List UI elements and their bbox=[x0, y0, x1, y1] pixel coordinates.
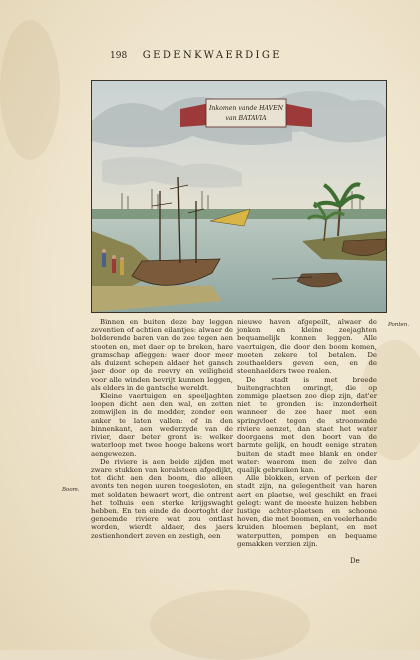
text-column-right bbox=[237, 318, 377, 548]
paragraph: Alle blokken, erven of perken der stadt zijn, na gelegentheit van haren aert en plaetse, wel geschikt en fraei gelegt: want de meeste huizen hebben lustige achter-plaetsen en schoone hoven, die met boomen, en veelerhande kruiden bloemen beplant, en met waterputten, pompen en bequame gemakken verzien zijn. bbox=[237, 474, 377, 548]
banner-line-2: van BATAVIA bbox=[225, 115, 267, 122]
harbor-engraving bbox=[92, 81, 386, 312]
paper-stain bbox=[0, 20, 60, 160]
paragraph: nieuwe haven afgepeilt, alwaer de jonken en kleine zeejaghten bequamelijk konnen leggen. Alle vaertuigen, die door den boom komen, moeten zekere tol betalen. De zouthaelders geven een, en de steenhaelders twee realen. bbox=[237, 318, 377, 376]
banner-line-1: Inkomen vande HAVEN bbox=[208, 105, 284, 112]
text-column-left bbox=[91, 318, 233, 540]
page-number: 198 bbox=[110, 51, 128, 61]
paragraph: Kleine vaertuigen en speeljaghten loopen dicht aen den wal, en zetten zomwijlen in de modder, zonder een anker te laten vallen: of in den binnenkant, aen wederzyde van de rivier, daer beter gront is: welker waterloop met twee hooge bakens wort aengewezen. bbox=[91, 391, 233, 458]
running-header bbox=[110, 50, 410, 61]
paragraph: De stadt is met breede buitengrachten omringt, die op zommige plaetsen zoo diep zijn, dat'er niet te gronden is: inzonderheit wanneer de zee haer met een springvloet tegen de stroomende riviere aenzet, dan staet het water doorgaens met den boort van de barmte gelijk, en houdt eenige straten buiten de stadt mee blank en onder water: waerom men de zelve dan qualijk gebruiken kan. bbox=[237, 375, 377, 474]
engraving-plate bbox=[91, 80, 387, 313]
margin-note-right: Ponten. bbox=[388, 322, 410, 328]
catchword: De bbox=[350, 557, 360, 565]
margin-note-left: Boom. bbox=[62, 487, 80, 493]
running-title: GEDENKWAERDIGE bbox=[142, 50, 282, 61]
paragraph: Binnen en buiten deze bay leggen zeventien of achtien eilantjes: alwaer de bolderende baren van de zee tegen aen stooten en, met daer op te breken, hare gramschap afleggen: waer door meer als duizent schepen aldaer het gansch jaer door op de reevry en veiligheid voor alle winden bevrijt kunnen leggen, als elders in de gantsche wereldt. bbox=[91, 318, 233, 392]
paragraph: De riviere is aen beide zijden met zware stukken van koralsteen afgedijkt, tot dicht aen den boom, die alleen avonts ten negen uuren toegesloten, en met soldaten bewaert wort, die ontrent het tolhuis een sterke krijgswaght hebben. En ten einde de doortoght der genoemde riviere wat zou ontlast worden, wierdt aldaer, des jaers zestienhondert zeven en zestigh, een bbox=[91, 457, 233, 540]
